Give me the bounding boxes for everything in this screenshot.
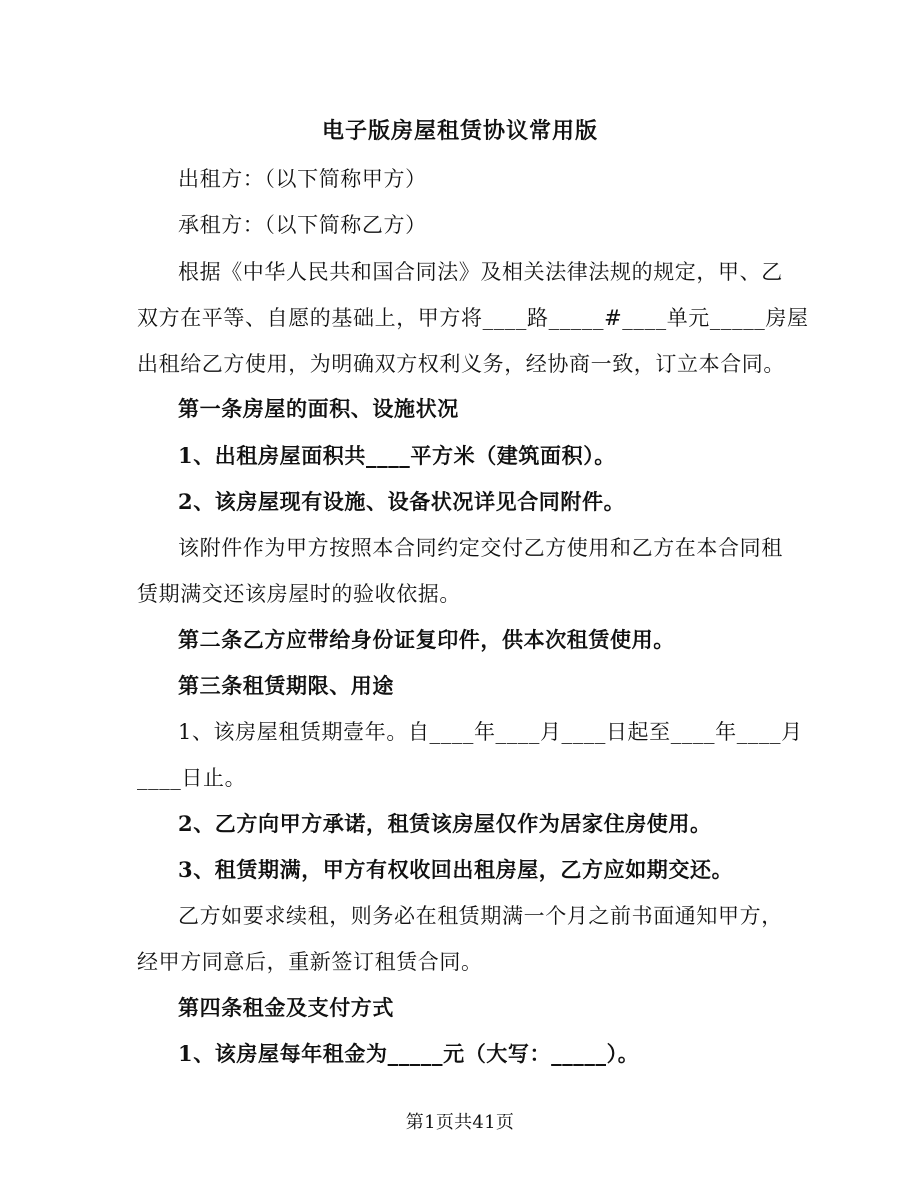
paragraph-line: 乙方如要求续租，则务必在租赁期满一个月之前书面通知甲方， bbox=[178, 904, 783, 928]
clause-line: ____日止。 bbox=[137, 766, 247, 790]
section-heading: 第一条房屋的面积、设施状况 bbox=[178, 396, 459, 421]
clause-line: 2、该房屋现有设施、设备状况详见合同附件。 bbox=[178, 489, 626, 514]
clause-line: 1、该房屋租赁期壹年。自____年____月____日起至____年____月 bbox=[178, 720, 803, 744]
section-heading: 第三条租赁期限、用途 bbox=[178, 673, 394, 698]
lessor-line: 出租方：（以下简称甲方） bbox=[178, 167, 427, 191]
paragraph-line: 根据《中华人民共和国合同法》及相关法律法规的规定，甲、乙 bbox=[178, 260, 783, 284]
clause-line: 2、乙方向甲方承诺，租赁该房屋仅作为居家住房使用。 bbox=[178, 811, 712, 836]
section-heading: 第二条乙方应带给身份证复印件，供本次租赁使用。 bbox=[178, 627, 675, 652]
clause-line: 1、出租房屋面积共____平方米（建筑面积）。 bbox=[178, 443, 616, 468]
section-heading: 第四条租金及支付方式 bbox=[178, 995, 394, 1020]
paragraph-line: 出租给乙方使用，为明确双方权利义务，经协商一致，订立本合同。 bbox=[137, 352, 785, 376]
lessee-line: 承租方：（以下简称乙方） bbox=[178, 213, 427, 237]
paragraph-line: 赁期满交还该房屋时的验收依据。 bbox=[137, 582, 461, 606]
paragraph-line: 经甲方同意后，重新签订租赁合同。 bbox=[137, 950, 483, 974]
paragraph-line: 该附件作为甲方按照本合同约定交付乙方使用和乙方在本合同租 bbox=[178, 536, 783, 560]
clause-line: 1、该房屋每年租金为_____元（大写：_____）。 bbox=[178, 1041, 640, 1066]
paragraph-line: 双方在平等、自愿的基础上，甲方将____路_____#____单元_____房屋 bbox=[137, 306, 809, 330]
document-title: 电子版房屋租赁协议常用版 bbox=[321, 118, 598, 144]
clause-line: 3、租赁期满，甲方有权收回出租房屋，乙方应如期交还。 bbox=[178, 857, 734, 882]
page-number: 第1页共41页 bbox=[405, 1112, 515, 1133]
